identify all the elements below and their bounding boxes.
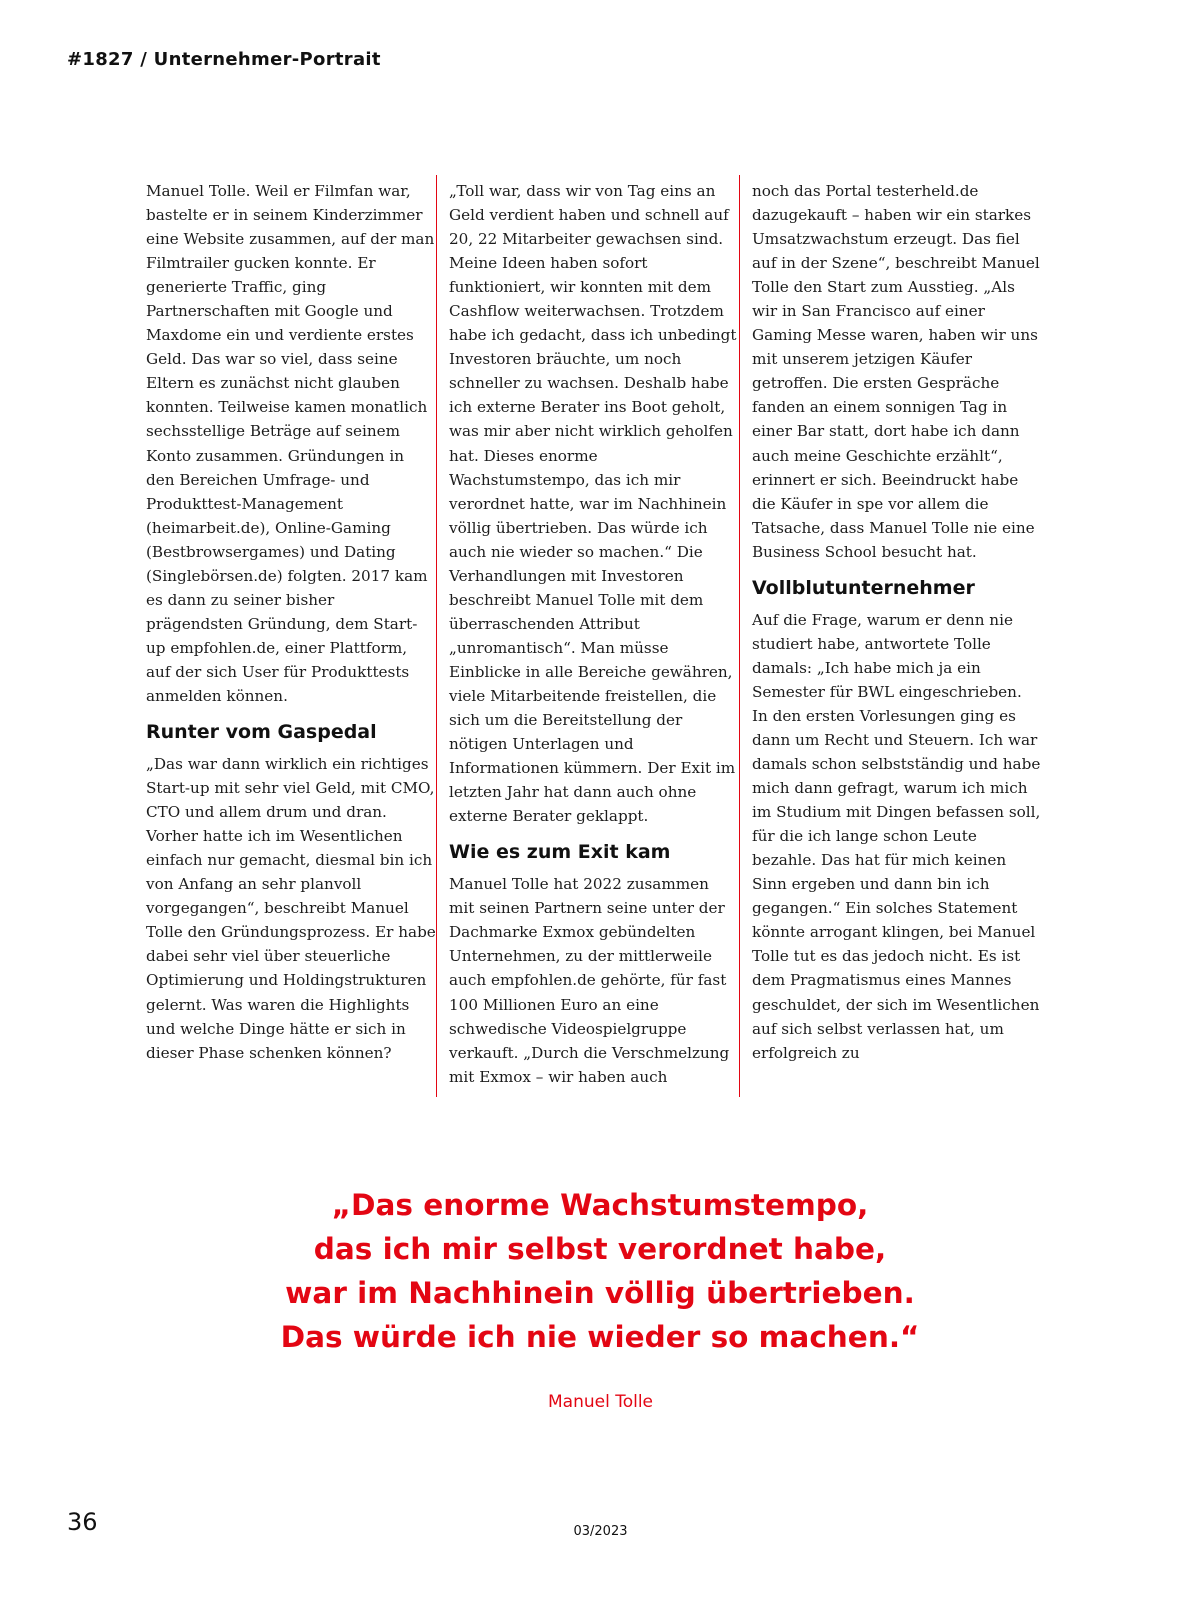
paragraph: noch das Portal testerheld.de dazugekauft – haben wir ein starkes Umsatzwachstum erzeugt. Das fiel auf in der Szene“, beschreibt Manuel Tolle den Start zum Ausstieg. „Als wir in San Francisco auf einer Gaming Messe waren, haben wir uns mit unserem jetzigen Käufer getroffen. Die ersten Gespräche fanden an einem sonnigen Tag in einer Bar statt, dort habe ich dann auch meine Geschichte erzählt“, erinnert er sich. Beeindruckt habe die Käufer in spe vor allem die Tatsache, dass Manuel Tolle nie eine Business School besucht hat. xyxy=(752,182,1040,561)
subheading: Wie es zum Exit kam xyxy=(449,841,671,864)
column-divider xyxy=(739,175,740,1097)
issue-label: 03/2023 xyxy=(573,1524,628,1539)
article-column-1 xyxy=(146,179,436,1065)
pull-quote xyxy=(150,1183,1050,1359)
pull-quote-line: „Das enorme Wachstumstempo, xyxy=(331,1188,869,1222)
pull-quote-author: Manuel Tolle xyxy=(547,1392,654,1412)
pull-quote-line: das ich mir selbst verordnet habe, xyxy=(313,1232,887,1266)
paragraph: Auf die Frage, warum er denn nie studiert habe, antwortete Tolle damals: „Ich habe mich ja ein Semester für BWL eingeschrieben. In den ersten Vorlesungen ging es dann um Recht und Steuern. Ich war damals schon selbstständig und habe mich dann gefragt, warum ich mich im Studium mit Dingen befassen soll, für die ich lange schon Leute bezahle. Das hat für mich keinen Sinn ergeben und dann bin ich gegangen.“ Ein solches Statement könnte arrogant klingen, bei Manuel Tolle tut es das jedoch nicht. Es ist dem Pragmatismus eines Mannes geschuldet, der sich im Wesentlichen auf sich selbst verlassen hat, um erfolgreich zu xyxy=(752,610,1041,1062)
article-column-2 xyxy=(449,179,739,1089)
paragraph: „Toll war, dass wir von Tag eins an Geld verdient haben und schnell auf 20, 22 Mitarbeiter gewachsen sind. Meine Ideen haben sofort funktioniert, wir konnten mit dem Cashflow weiterwachsen. Trotzdem habe ich gedacht, dass ich unbedingt Investoren bräuchte, um noch schneller zu wachsen. Deshalb habe ich externe Berater ins Boot geholt, was mir aber nicht wirklich geholfen hat. Dieses enorme Wachstumstempo, das ich mir verordnet hatte, war im Nachhinein völlig übertrieben. Das würde ich auch nie wieder so machen.“ Die Verhandlungen mit Investoren beschreibt Manuel Tolle mit dem überraschenden Attribut „unromantisch“. Man müsse Einblicke in alle Bereiche gewähren, viele Mitarbeitende freistellen, die sich um die Bereitstellung der nötigen Unterlagen und Informationen kümmern. Der Exit im letzten Jahr hat dann auch ohne externe Berater geklappt. xyxy=(449,182,737,826)
pull-quote-line: war im Nachhinein völlig übertrieben. xyxy=(285,1276,915,1310)
pull-quote-line: Das würde ich nie wieder so machen.“ xyxy=(280,1320,920,1354)
paragraph: Manuel Tolle. Weil er Filmfan war, bastelte er in seinem Kinderzimmer eine Website zusammen, auf der man Filmtrailer gucken konnte. Er generierte Traffic, ging Partnerschaften mit Google und Maxdome ein und verdiente erstes Geld. Das war so viel, dass seine Eltern es zunächst nicht glauben konnten. Teilweise kamen monatlich sechsstellige Beträge auf seinem Konto zusammen. Gründungen in den Bereichen Umfrage- und Produkttest-Management (heimarbeit.de), Online-Gaming (Bestbrowsergames) und Dating (Singlebörsen.de) folgten. 2017 kam es dann zu seiner bisher prägendsten Gründung, dem Start-up empfohlen.de, einer Plattform, auf der sich User für Produkttests anmelden können. xyxy=(146,182,435,705)
article-column-3 xyxy=(752,179,1042,1065)
subheading: Runter vom Gaspedal xyxy=(146,721,377,744)
page-number: 36 xyxy=(67,1508,98,1536)
paragraph: „Das war dann wirklich ein richtiges Start-up mit sehr viel Geld, mit CMO, CTO und allem drum und dran. Vorher hatte ich im Wesentlichen einfach nur gemacht, diesmal bin ich von Anfang an sehr planvoll vorgegangen“, beschreibt Manuel Tolle den Gründungsprozess. Er habe dabei sehr viel über steuerliche Optimierung und Holdingstrukturen gelernt. Was waren die Highlights und welche Dinge hätte er sich in dieser Phase schenken können? xyxy=(146,755,436,1062)
column-divider xyxy=(436,175,437,1097)
paragraph: Manuel Tolle hat 2022 zusammen mit seinen Partnern seine unter der Dachmarke Exmox gebündelten Unternehmen, zu der mittlerweile auch empfohlen.de gehörte, für fast 100 Millionen Euro an eine schwedische Videospielgruppe verkauft. „Durch die Verschmelzung mit Exmox – wir haben auch xyxy=(449,875,730,1086)
subheading: Vollblutunternehmer xyxy=(752,576,975,599)
section-header: #1827 / Unternehmer-Portrait xyxy=(67,49,381,70)
